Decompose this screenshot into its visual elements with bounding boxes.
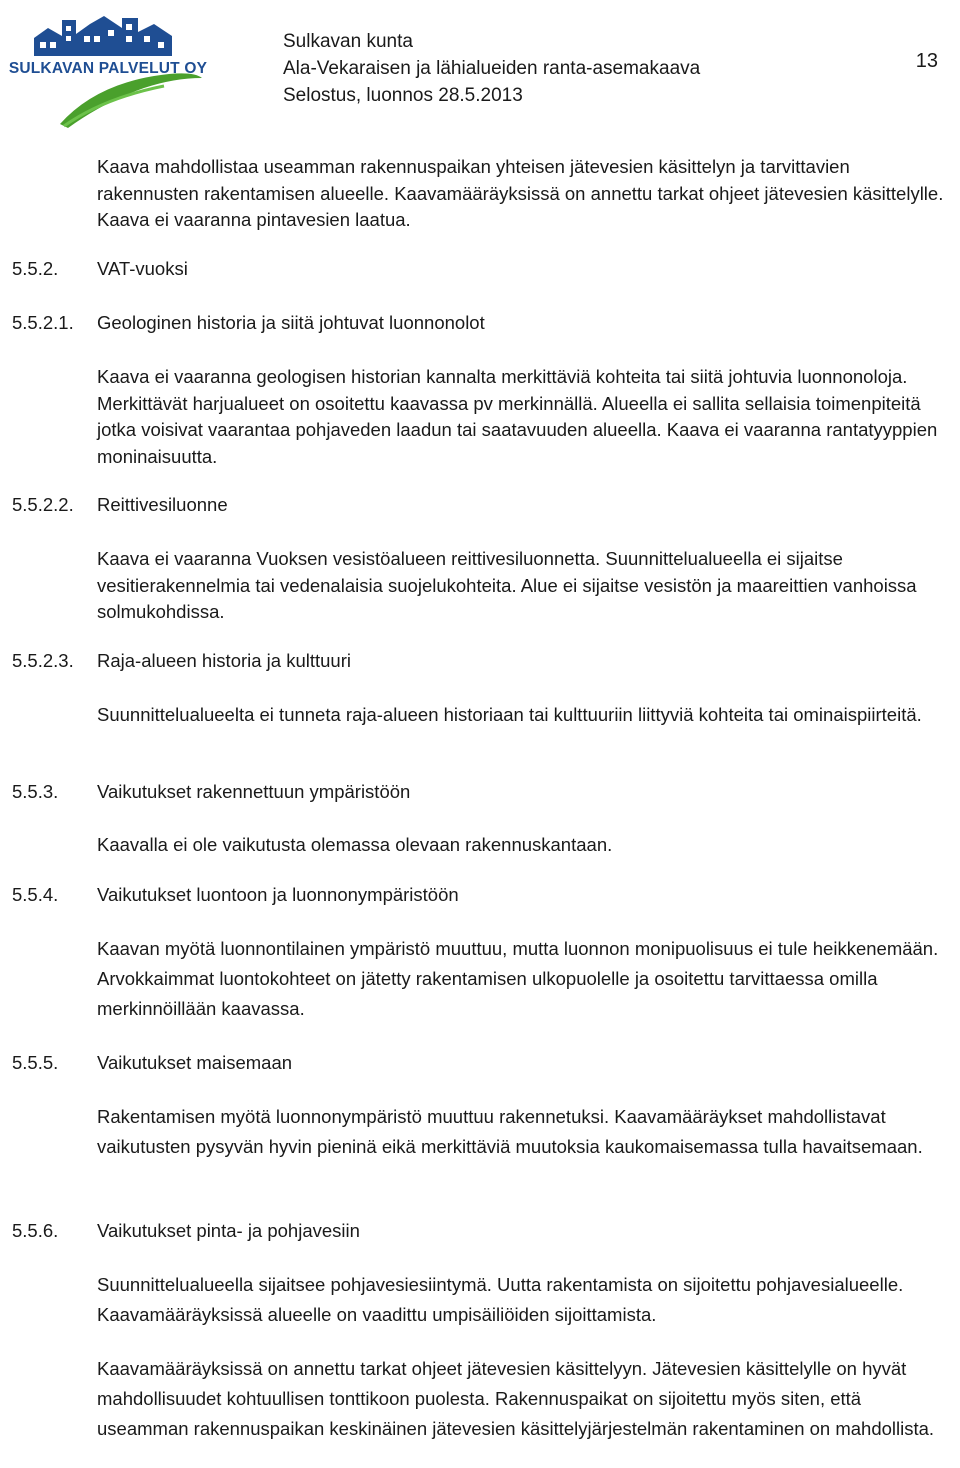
section-number: 5.5.2.2.: [12, 494, 74, 515]
section-text-5-5-6-a: Suunnittelualueella sijaitsee pohjavesiesiintymä. Uutta rakentamista on sijoitettu pohjavesialueelle. Kaavamääräyksissä alueelle on vaadittu umpisäiliöiden sijoittamista.: [97, 1274, 904, 1325]
section-heading-5-5-6: [12, 1218, 360, 1244]
section-number: 5.5.2.3.: [12, 650, 74, 671]
section-title: Reittivesiluonne: [97, 494, 228, 515]
section-text-5-5-4: Kaavan myötä luonnontilainen ympäristö muuttuu, mutta luonnon monipuolisuus ei tule heikkenemään. Arvokkaimmat luontokohteet on jätetty rakentamisen ulkopuolelle ja osoitettu tarvittaessa omilla merkinnöillään kaavassa.: [97, 938, 939, 1019]
header-document-status: Selostus, luonnos 28.5.2013: [283, 85, 523, 106]
intro-paragraph: Kaava mahdollistaa useamman rakennuspaikan yhteisen jätevesien käsittelyn ja tarvittavien rakennusten rakentamisen alueelle. Kaavamääräyksissä on annettu tarkat ohjeet jätevesien käsittelylle. Kaava ei vaaranna pintavesien laatua.: [97, 156, 944, 230]
header-text-block: [283, 28, 700, 109]
section-title: Geologinen historia ja siitä johtuvat luonnonolot: [97, 312, 485, 333]
section-text-5-5-2-1: Kaava ei vaaranna geologisen historian kannalta merkittäviä kohteita tai siitä johtuvia luonnonoloja. Merkittävät harjualueet on osoitettu kaavassa pv merkinnällä. Alueella ei sallita sellaisia toimenpiteitä jotka voisivat vaarantaa pohjaveden laadun tai saatavuuden alueella. Kaava ei vaaranna rantatyyppien moninaisuutta.: [97, 366, 938, 467]
section-number: 5.5.3.: [12, 781, 59, 802]
section-heading-5-5-2: [12, 256, 188, 282]
section-text-5-5-2-2: Kaava ei vaaranna Vuoksen vesistöalueen reittivesiluonnetta. Suunnittelualueella ei sijaitse vesitierakennelmia tai vedenalaisia suojelukohteita. Alue ei sijaitse vesistön ja maareittien vanhoissa solmukohdissa.: [97, 548, 917, 622]
section-heading-5-5-2-3: [12, 648, 351, 674]
page-number: 13: [915, 50, 938, 72]
section-title: Vaikutukset luontoon ja luonnonympäristöön: [97, 884, 459, 905]
section-text-5-5-2-3: Suunnittelualueelta ei tunneta raja-alueen historiaan tai kulttuuriin liittyviä kohteita tai ominaispiirteitä.: [97, 704, 922, 725]
logo-wordmark: SULKAVAN PALVELUT OY: [8, 60, 208, 77]
company-logo: [4, 6, 208, 128]
header-plan-name: Ala-Vekaraisen ja lähialueiden ranta-asemakaava: [283, 58, 701, 79]
page-header: [0, 0, 960, 130]
section-heading-5-5-2-2: [12, 492, 228, 518]
section-title: VAT-vuoksi: [97, 258, 188, 279]
section-heading-5-5-3: [12, 779, 410, 805]
section-number: 5.5.5.: [12, 1052, 59, 1073]
section-text-5-5-6-b: Kaavamääräyksissä on annettu tarkat ohjeet jätevesien käsittelyyn. Jätevesien käsittelylle on hyvät mahdollisuudet kohtuullisen tonttikoon puolesta. Rakennuspaikat on sijoitettu myös siten, että useamman rakennuspaikan keskinäinen jätevesien käsittelyjärjestelmän rakentaminen on mahdollista.: [97, 1358, 935, 1439]
section-heading-5-5-2-1: [12, 310, 485, 336]
section-title: Vaikutukset pinta- ja pohjavesiin: [97, 1220, 360, 1241]
section-number: 5.5.6.: [12, 1220, 59, 1241]
section-text-5-5-3: Kaavalla ei ole vaikutusta olemassa olevaan rakennuskantaan.: [97, 834, 613, 855]
section-title: Vaikutukset maisemaan: [97, 1052, 293, 1073]
section-heading-5-5-4: [12, 882, 459, 908]
section-title: Vaikutukset rakennettuun ympäristöön: [97, 781, 411, 802]
section-number: 5.5.2.1.: [12, 312, 74, 333]
section-number: 5.5.2.: [12, 258, 59, 279]
header-municipality: Sulkavan kunta: [283, 31, 413, 52]
section-number: 5.5.4.: [12, 884, 59, 905]
section-heading-5-5-5: [12, 1050, 292, 1076]
section-title: Raja-alueen historia ja kulttuuri: [97, 650, 351, 671]
section-text-5-5-5: Rakentamisen myötä luonnonympäristö muuttuu rakennetuksi. Kaavamääräykset mahdollistavat vaikutusten pysyvän hyvin pieninä eikä merkittäviä muutoksia kaukomaisemassa tulla havaitsemaan.: [97, 1106, 923, 1157]
